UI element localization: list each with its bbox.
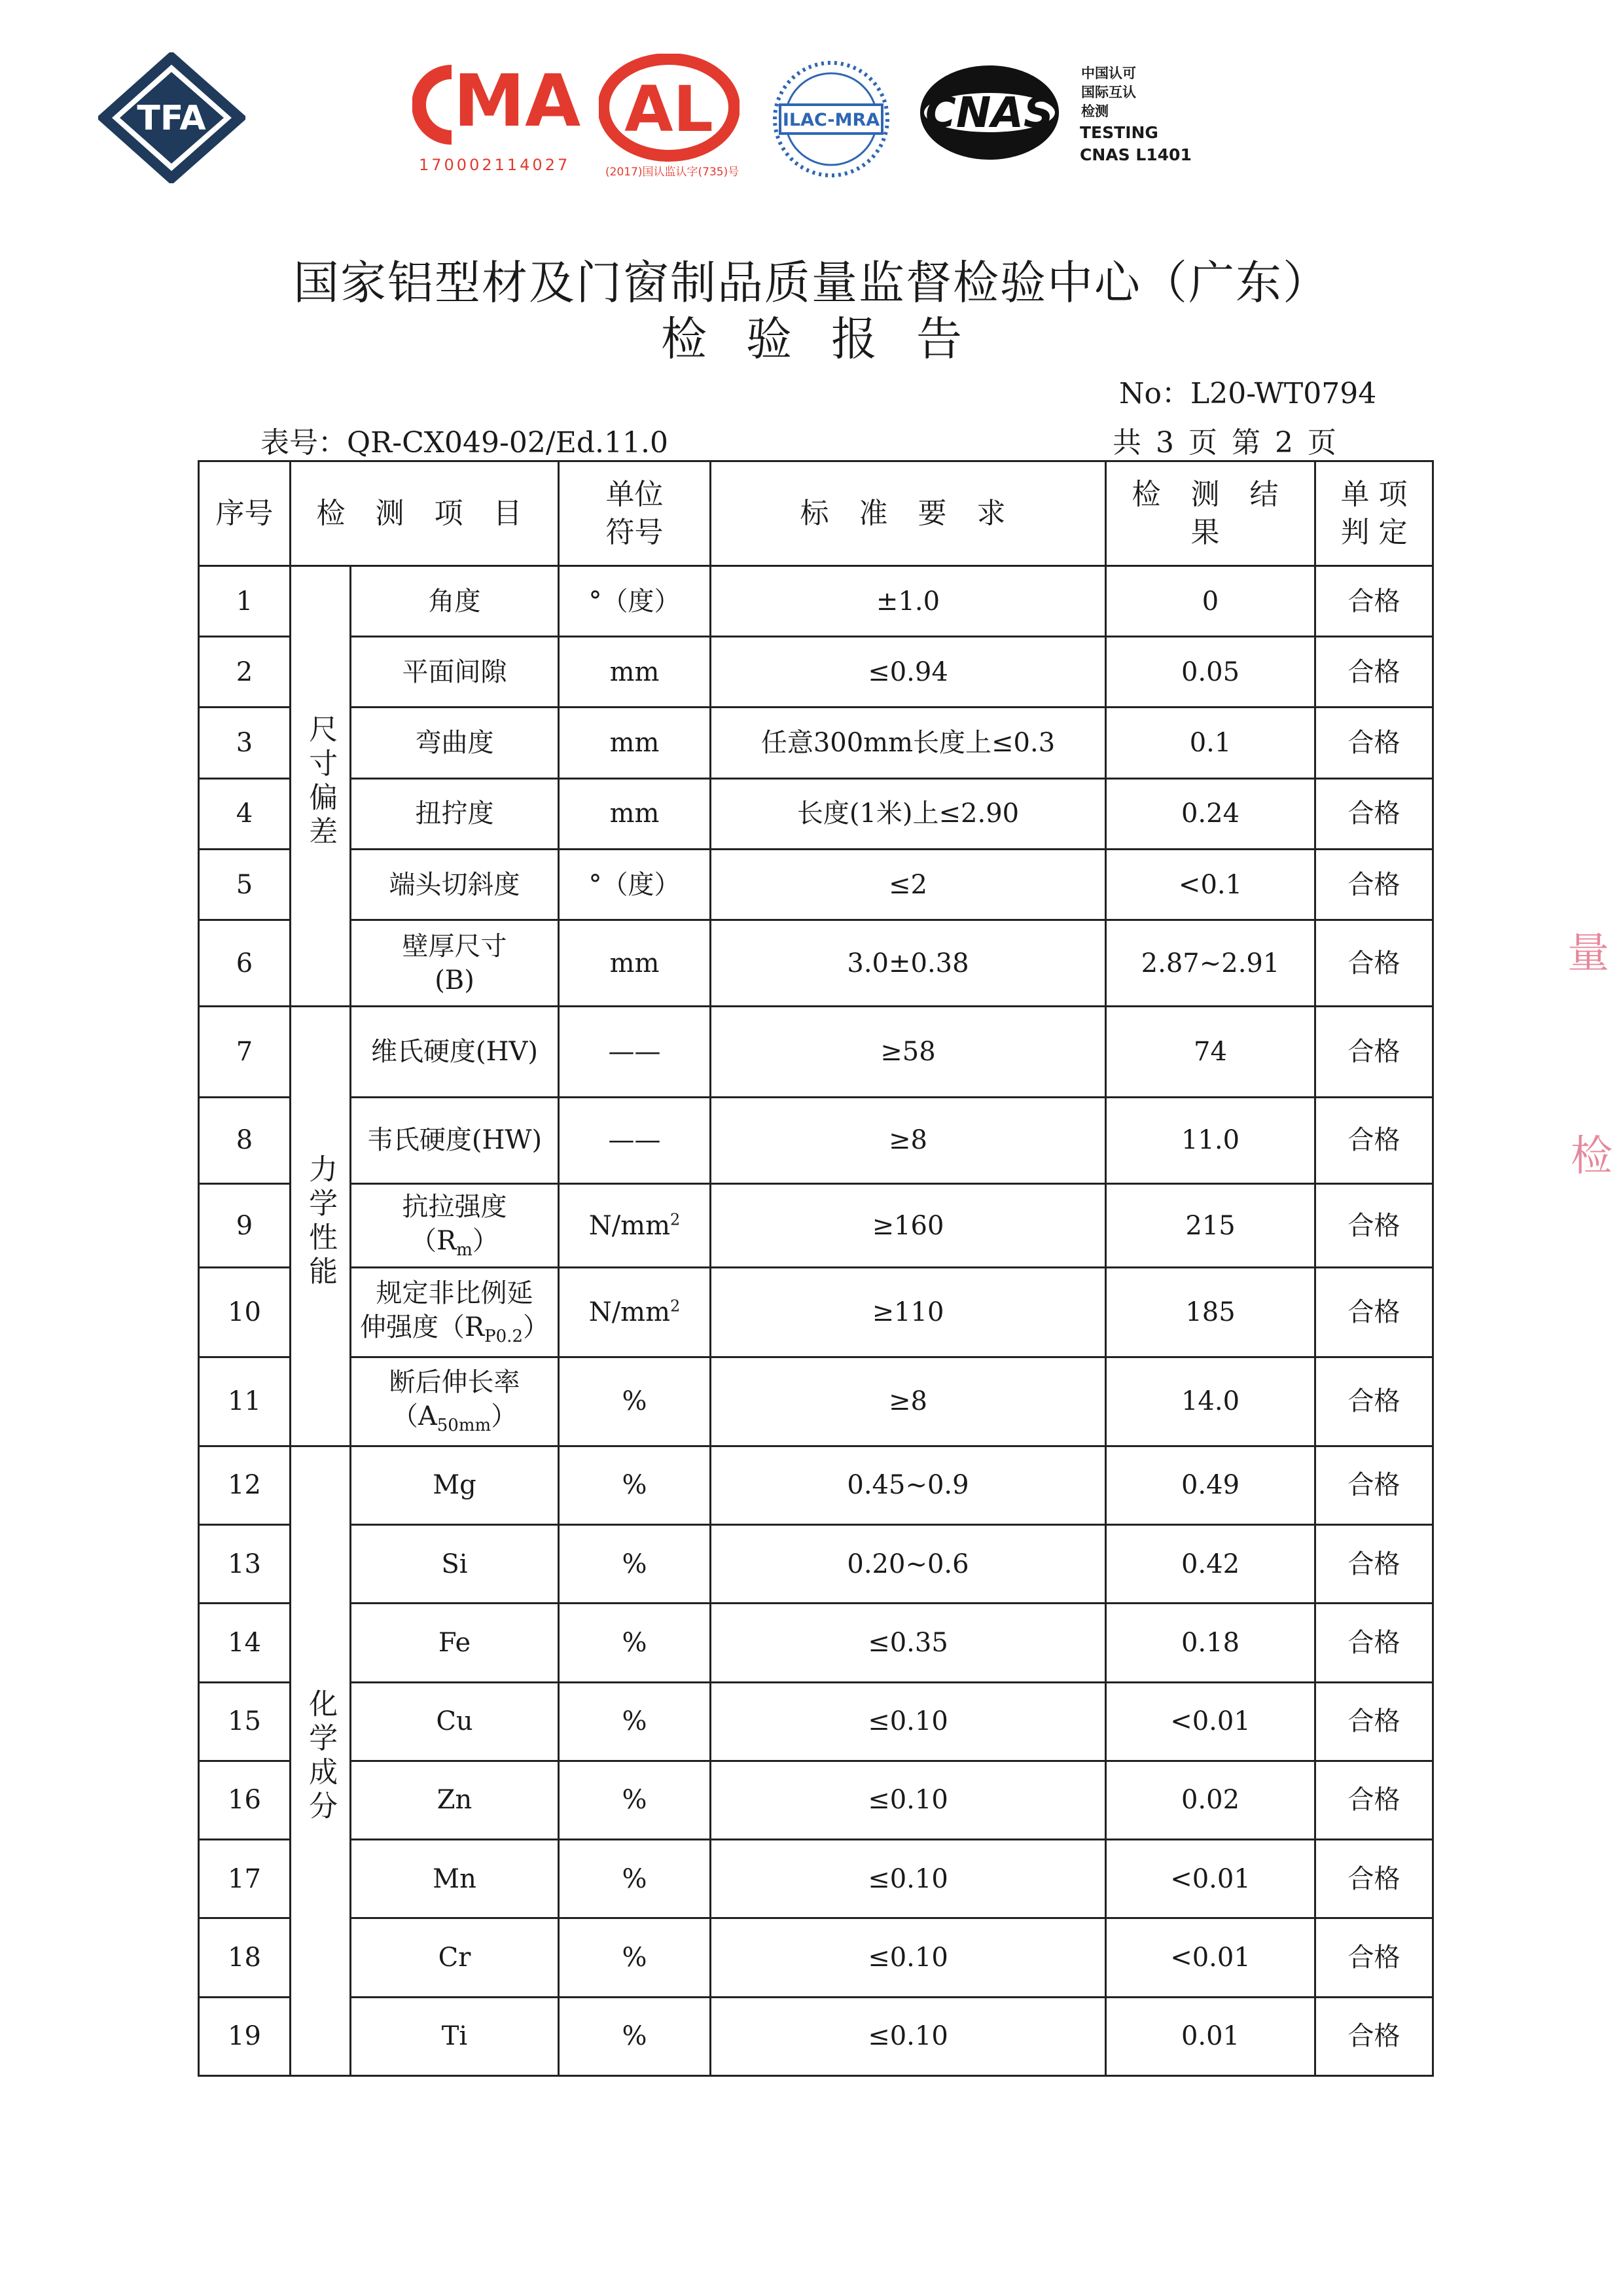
row-number: 18 (199, 1918, 291, 1997)
unit: % (559, 1525, 711, 1604)
cal-logo (599, 54, 740, 162)
header-result: 检 测 结 果 (1106, 461, 1315, 566)
item-name: Cr (351, 1918, 559, 1997)
standard-requirement: ≤0.35 (711, 1604, 1106, 1682)
unit: % (559, 1604, 711, 1682)
unit: —— (559, 1097, 711, 1183)
judgement: 合格 (1315, 1997, 1433, 2075)
standard-requirement: ≥8 (711, 1357, 1106, 1446)
standard-requirement: ≥8 (711, 1097, 1106, 1183)
item-name: Fe (351, 1604, 559, 1682)
header-standard: 标 准 要 求 (711, 461, 1106, 566)
table-row (199, 1918, 1433, 1997)
row-number: 16 (199, 1761, 291, 1839)
header-judge: 单 项 判 定 (1315, 461, 1433, 566)
test-result: <0.01 (1106, 1682, 1315, 1761)
table-row (199, 637, 1433, 708)
cnas-testing-label: TESTING (1080, 123, 1158, 142)
table-row (199, 1682, 1433, 1761)
test-result: 0.05 (1106, 637, 1315, 708)
form-number: 表号：QR-CX049-02/Ed.11.0 (260, 426, 668, 459)
table-row (199, 849, 1433, 920)
unit: mm (559, 778, 711, 849)
ilac-mra-logo (771, 59, 892, 180)
row-number: 12 (199, 1446, 291, 1524)
item-name: Zn (351, 1761, 559, 1839)
inspection-table (198, 460, 1434, 2077)
item-name: Ti (351, 1997, 559, 2075)
row-number: 13 (199, 1525, 291, 1604)
standard-requirement: ≤0.10 (711, 1997, 1106, 2075)
item-name: 规定非比例延 伸强度$(R_{P0.2})$ (351, 1268, 559, 1357)
cnas-code: CNAS L1401 (1080, 145, 1192, 164)
item-name: 抗拉强度 $(R_m)$ (351, 1184, 559, 1268)
table-row (199, 708, 1433, 778)
svg-text:MA: MA (453, 59, 581, 143)
row-number: 6 (199, 920, 291, 1007)
row-number: 9 (199, 1184, 291, 1268)
standard-requirement: 长度(1米)上≤2.90 (711, 778, 1106, 849)
edge-stamp-2: 检 (1571, 1132, 1613, 1181)
judgement: 合格 (1315, 849, 1433, 920)
unit: mm (559, 708, 711, 778)
table-row (199, 1357, 1433, 1446)
test-result: 0 (1106, 566, 1315, 637)
standard-requirement: 任意300mm长度上≤0.3 (711, 708, 1106, 778)
unit: $N/mm^2$ (559, 1268, 711, 1357)
cal-note: (2017)国认监认字(735)号 (605, 166, 740, 179)
unit: % (559, 1840, 711, 1918)
judgement: 合格 (1315, 1525, 1433, 1604)
tfa-logo (98, 52, 245, 183)
header-seq: 序号 (199, 461, 291, 566)
test-result: <0.01 (1106, 1918, 1315, 1997)
table-header-row (199, 461, 1433, 566)
svg-text:ILAC-MRA: ILAC-MRA (782, 110, 880, 130)
item-name: 维氏硬度(HV) (351, 1007, 559, 1097)
svg-text:TFA: TFA (137, 99, 206, 138)
table-row (199, 1007, 1433, 1097)
unit: % (559, 1997, 711, 2075)
unit: °（度） (559, 566, 711, 637)
standard-requirement: ≤0.94 (711, 637, 1106, 708)
judgement: 合格 (1315, 1604, 1433, 1682)
row-number: 10 (199, 1268, 291, 1357)
judgement: 合格 (1315, 1268, 1433, 1357)
standard-requirement: ≥110 (711, 1268, 1106, 1357)
judgement: 合格 (1315, 778, 1433, 849)
standard-requirement: 0.20~0.6 (711, 1525, 1106, 1604)
table-row (199, 1268, 1433, 1357)
standard-requirement: ≤2 (711, 849, 1106, 920)
item-name: 断后伸长率 $(A_{50mm})$ (351, 1357, 559, 1446)
item-name: Cu (351, 1682, 559, 1761)
test-result: 14.0 (1106, 1357, 1315, 1446)
test-result: <0.01 (1106, 1840, 1315, 1918)
standard-requirement: ≤0.10 (711, 1840, 1106, 1918)
judgement: 合格 (1315, 1357, 1433, 1446)
item-name: Si (351, 1525, 559, 1604)
group-label: 尺寸偏差 (291, 566, 351, 1007)
standard-requirement: 3.0±0.38 (711, 920, 1106, 1007)
judgement: 合格 (1315, 1761, 1433, 1839)
row-number: 3 (199, 708, 291, 778)
item-name: 韦氏硬度(HW) (351, 1097, 559, 1183)
table-row (199, 1761, 1433, 1839)
cma-logo (412, 59, 582, 157)
row-number: 5 (199, 849, 291, 920)
test-result: 74 (1106, 1007, 1315, 1097)
test-result: 0.02 (1106, 1761, 1315, 1839)
judgement: 合格 (1315, 920, 1433, 1007)
standard-requirement: ≥160 (711, 1184, 1106, 1268)
group-label: 化学成分 (291, 1446, 351, 2075)
item-name: 扭拧度 (351, 778, 559, 849)
item-name: 弯曲度 (351, 708, 559, 778)
svg-text:AL: AL (624, 73, 713, 146)
table-row (199, 1097, 1433, 1183)
unit: —— (559, 1007, 711, 1097)
standard-requirement: 0.45~0.9 (711, 1446, 1106, 1524)
standard-requirement: ≤0.10 (711, 1761, 1106, 1839)
table-row (199, 1604, 1433, 1682)
judgement: 合格 (1315, 708, 1433, 778)
group-label: 力学性能 (291, 1007, 351, 1446)
judgement: 合格 (1315, 1840, 1433, 1918)
table-row (199, 1997, 1433, 2075)
table-row (199, 920, 1433, 1007)
row-number: 7 (199, 1007, 291, 1097)
row-number: 14 (199, 1604, 291, 1682)
row-number: 19 (199, 1997, 291, 2075)
unit: mm (559, 637, 711, 708)
unit: % (559, 1682, 711, 1761)
standard-requirement: ≤0.10 (711, 1918, 1106, 1997)
header-item: 检 测 项 目 (291, 461, 559, 566)
item-name: Mn (351, 1840, 559, 1918)
judgement: 合格 (1315, 1097, 1433, 1183)
unit: $N/mm^2$ (559, 1184, 711, 1268)
standard-requirement: ≤0.10 (711, 1682, 1106, 1761)
item-name: 端头切斜度 (351, 849, 559, 920)
test-result: 0.42 (1106, 1525, 1315, 1604)
item-name: 壁厚尺寸 (B) (351, 920, 559, 1007)
judgement: 合格 (1315, 1446, 1433, 1524)
test-result: 185 (1106, 1268, 1315, 1357)
item-name: Mg (351, 1446, 559, 1524)
table-row (199, 1184, 1433, 1268)
test-result: 0.49 (1106, 1446, 1315, 1524)
row-number: 1 (199, 566, 291, 637)
test-result: 0.18 (1106, 1604, 1315, 1682)
judgement: 合格 (1315, 1007, 1433, 1097)
test-result: 2.87~2.91 (1106, 920, 1315, 1007)
test-result: 11.0 (1106, 1097, 1315, 1183)
unit: % (559, 1446, 711, 1524)
svg-text:CNAS: CNAS (925, 89, 1054, 137)
cma-number: 170002114027 (419, 156, 571, 174)
test-result: 0.1 (1106, 708, 1315, 778)
item-name: 平面间隙 (351, 637, 559, 708)
unit: °（度） (559, 849, 711, 920)
judgement: 合格 (1315, 566, 1433, 637)
judgement: 合格 (1315, 1918, 1433, 1997)
table-row (199, 566, 1433, 637)
item-name: 角度 (351, 566, 559, 637)
table-row (199, 1446, 1433, 1524)
row-number: 2 (199, 637, 291, 708)
unit: mm (559, 920, 711, 1007)
standard-requirement: ±1.0 (711, 566, 1106, 637)
report-subtitle: 检验报告 (661, 312, 1001, 366)
test-result: <0.1 (1106, 849, 1315, 920)
cnas-logo (916, 60, 1063, 165)
row-number: 4 (199, 778, 291, 849)
unit: % (559, 1761, 711, 1839)
row-number: 15 (199, 1682, 291, 1761)
report-title: 国家铝型材及门窗制品质量监督检验中心（广东） (293, 256, 1330, 310)
test-result: 0.01 (1106, 1997, 1315, 2075)
logo-strip (0, 0, 1623, 209)
row-number: 11 (199, 1357, 291, 1446)
cnas-cn-label: 中国认可 国际互认 检测 (1081, 65, 1136, 119)
judgement: 合格 (1315, 637, 1433, 708)
table-row (199, 778, 1433, 849)
edge-stamp-1: 量 (1567, 929, 1609, 978)
row-number: 8 (199, 1097, 291, 1183)
table-row (199, 1525, 1433, 1604)
table-row (199, 1840, 1433, 1918)
report-number: No：L20-WT0794 (1119, 377, 1377, 410)
judgement: 合格 (1315, 1184, 1433, 1268)
standard-requirement: ≥58 (711, 1007, 1106, 1097)
unit: % (559, 1357, 711, 1446)
page-indicator: 共 3 页 第 2 页 (1113, 426, 1336, 459)
unit: % (559, 1918, 711, 1997)
test-result: 0.24 (1106, 778, 1315, 849)
header-unit: 单位 符号 (559, 461, 711, 566)
judgement: 合格 (1315, 1682, 1433, 1761)
row-number: 17 (199, 1840, 291, 1918)
test-result: 215 (1106, 1184, 1315, 1268)
